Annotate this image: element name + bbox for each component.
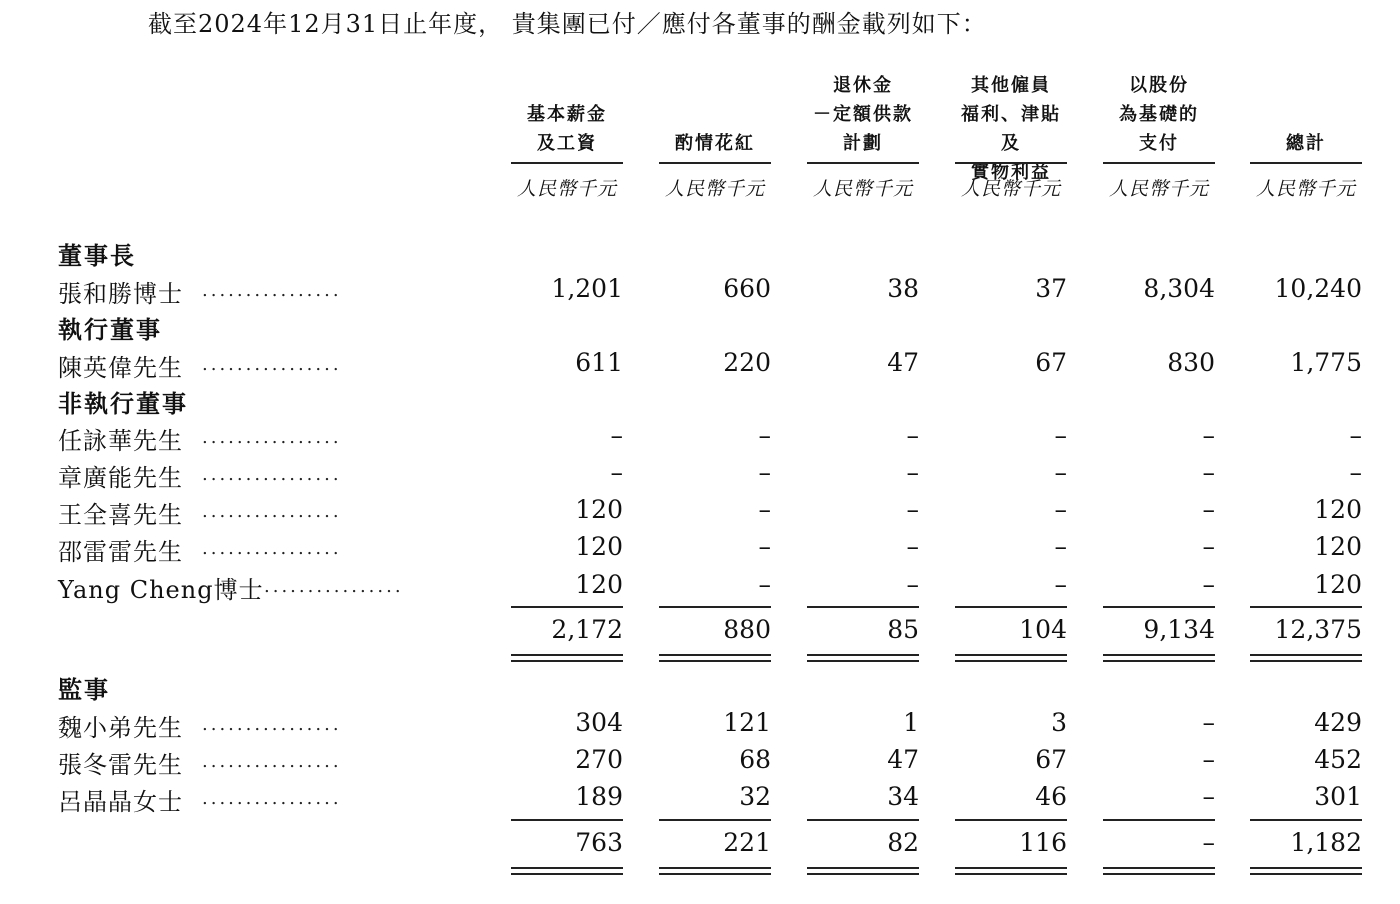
dot-leader: ................	[202, 354, 342, 375]
table-cell: –	[1349, 421, 1362, 450]
table-cell: –	[1202, 495, 1215, 524]
total-double-rule	[807, 654, 919, 662]
total-double-rule	[1250, 867, 1362, 875]
column-header-line: 及工資	[537, 133, 597, 154]
table-cell: 301	[1314, 782, 1362, 811]
table-cell: 830	[1167, 348, 1215, 377]
table-cell: 120	[575, 570, 623, 599]
subtotal-value: 12,375	[1274, 615, 1362, 644]
dot-leader: ................	[202, 538, 342, 559]
table-cell: 67	[1035, 745, 1067, 774]
director-name: 陳英偉先生	[58, 354, 183, 382]
dot-leader: ................	[202, 280, 342, 301]
column-header	[659, 129, 771, 158]
subtotal-rule	[955, 606, 1067, 608]
column-header-line: 退休金	[833, 75, 893, 96]
subtotal-rule	[1250, 606, 1362, 608]
table-cell: –	[1202, 532, 1215, 561]
column-header-line: 福利、津貼及	[961, 104, 1061, 154]
column-header-underline	[807, 162, 919, 164]
column-header-line: 支付	[1139, 133, 1179, 154]
subtotal-value: 104	[1019, 615, 1067, 644]
director-name: 張和勝博士	[58, 280, 183, 308]
subtotal-rule	[955, 819, 1067, 821]
subtotal-value: 116	[1019, 828, 1067, 857]
table-cell: 1,775	[1290, 348, 1362, 377]
table-cell: –	[1054, 532, 1067, 561]
subtotal-rule	[659, 819, 771, 821]
table-cell: 120	[575, 532, 623, 561]
director-name: 呂晶晶女士	[58, 788, 183, 816]
total-double-rule	[1103, 867, 1215, 875]
subtotal-value: 85	[887, 615, 919, 644]
subtotal-value: 1,182	[1290, 828, 1362, 857]
table-cell: 68	[739, 745, 771, 774]
table-cell: –	[758, 532, 771, 561]
table-cell: 270	[575, 745, 623, 774]
table-cell: –	[1202, 421, 1215, 450]
column-header-line: 基本薪金	[527, 104, 607, 125]
column-unit: 人民幣千元	[812, 178, 913, 200]
table-cell: 3	[1051, 708, 1067, 737]
total-double-rule	[659, 654, 771, 662]
table-cell: 120	[1314, 532, 1362, 561]
table-cell: 120	[1314, 570, 1362, 599]
table-cell: –	[610, 458, 623, 487]
section-heading: 董事長	[58, 242, 136, 270]
director-name: 章廣能先生	[58, 464, 183, 492]
column-unit: 人民幣千元	[960, 178, 1061, 200]
table-cell: 34	[887, 782, 919, 811]
total-double-rule	[955, 867, 1067, 875]
total-double-rule	[511, 867, 623, 875]
subtotal-value: 82	[887, 828, 919, 857]
table-cell: 120	[1314, 495, 1362, 524]
director-name: 魏小弟先生	[58, 714, 183, 742]
subtotal-rule	[511, 819, 623, 821]
column-header-line: 實物利益	[971, 162, 1051, 183]
total-double-rule	[955, 654, 1067, 662]
column-unit: 人民幣千元	[1255, 178, 1356, 200]
table-cell: –	[758, 458, 771, 487]
dot-leader: ................	[202, 427, 342, 448]
table-cell: 47	[887, 348, 919, 377]
director-name: 任詠華先生	[58, 427, 183, 455]
column-header-line: 總計	[1286, 133, 1326, 154]
table-cell: –	[906, 570, 919, 599]
subtotal-rule	[1103, 606, 1215, 608]
table-cell: –	[758, 421, 771, 450]
table-cell: 67	[1035, 348, 1067, 377]
table-cell: –	[1202, 458, 1215, 487]
subtotal-value: –	[1202, 828, 1215, 857]
column-header	[1250, 129, 1362, 158]
subtotal-rule	[511, 606, 623, 608]
column-header-underline	[1103, 162, 1215, 164]
table-cell: 121	[723, 708, 771, 737]
subtotal-value: 2,172	[551, 615, 623, 644]
dot-leader: ................	[202, 714, 342, 735]
column-header-underline	[511, 162, 623, 164]
table-cell: –	[1054, 458, 1067, 487]
column-header-line: 為基礎的	[1119, 104, 1199, 125]
column-header-underline	[1250, 162, 1362, 164]
dot-leader: ................	[202, 464, 342, 485]
table-cell: 46	[1035, 782, 1067, 811]
intro-text: 截至2024年12月31日止年度， 貴集團已付／應付各董事的酬金載列如下：	[148, 10, 987, 38]
director-name: 王全喜先生	[58, 501, 183, 529]
dot-leader: ................	[264, 576, 404, 597]
section-heading: 非執行董事	[58, 390, 188, 418]
table-cell: –	[1054, 570, 1067, 599]
column-unit: 人民幣千元	[516, 178, 617, 200]
table-cell: 429	[1314, 708, 1362, 737]
subtotal-rule	[1103, 819, 1215, 821]
column-header-underline	[659, 162, 771, 164]
director-name: 邵雷雷先生	[58, 538, 183, 566]
table-cell: 1,201	[551, 274, 623, 303]
column-header-line: 酌情花紅	[675, 133, 755, 154]
table-cell: 1	[903, 708, 919, 737]
column-header-line: 以股份	[1129, 75, 1189, 96]
table-cell: –	[906, 495, 919, 524]
section-heading: 監事	[58, 676, 110, 704]
table-cell: –	[906, 532, 919, 561]
table-cell: 452	[1314, 745, 1362, 774]
subtotal-value: 9,134	[1143, 615, 1215, 644]
table-cell: –	[1202, 782, 1215, 811]
table-cell: 660	[723, 274, 771, 303]
table-cell: 38	[887, 274, 919, 303]
subtotal-rule	[807, 819, 919, 821]
table-cell: 220	[723, 348, 771, 377]
table-cell: –	[1054, 421, 1067, 450]
column-header	[955, 71, 1067, 187]
dot-leader: ................	[202, 788, 342, 809]
director-name: Yang Cheng博士	[58, 576, 264, 604]
column-header	[807, 71, 919, 158]
subtotal-value: 763	[575, 828, 623, 857]
column-header-underline	[955, 162, 1067, 164]
table-cell: –	[1054, 495, 1067, 524]
dot-leader: ................	[202, 501, 342, 522]
column-unit: 人民幣千元	[1108, 178, 1209, 200]
table-cell: 37	[1035, 274, 1067, 303]
column-header-line: 計劃	[843, 133, 883, 154]
column-header-line: －定額供款	[813, 104, 913, 125]
table-cell: 10,240	[1274, 274, 1362, 303]
table-cell: 611	[575, 348, 623, 377]
total-double-rule	[1103, 654, 1215, 662]
column-unit: 人民幣千元	[664, 178, 765, 200]
director-name: 張冬雷先生	[58, 751, 183, 779]
table-cell: –	[906, 421, 919, 450]
subtotal-rule	[1250, 819, 1362, 821]
subtotal-value: 880	[723, 615, 771, 644]
table-cell: 8,304	[1143, 274, 1215, 303]
subtotal-value: 221	[723, 828, 771, 857]
subtotal-rule	[807, 606, 919, 608]
total-double-rule	[1250, 654, 1362, 662]
column-header	[511, 100, 623, 158]
table-cell: –	[906, 458, 919, 487]
section-heading: 執行董事	[58, 316, 162, 344]
total-double-rule	[659, 867, 771, 875]
table-cell: 120	[575, 495, 623, 524]
subtotal-rule	[659, 606, 771, 608]
table-cell: –	[1202, 745, 1215, 774]
total-double-rule	[807, 867, 919, 875]
table-cell: 189	[575, 782, 623, 811]
table-cell: –	[1202, 570, 1215, 599]
table-cell: –	[758, 495, 771, 524]
table-cell: –	[1349, 458, 1362, 487]
table-cell: 47	[887, 745, 919, 774]
table-cell: –	[610, 421, 623, 450]
total-double-rule	[511, 654, 623, 662]
table-cell: –	[1202, 708, 1215, 737]
column-header	[1103, 71, 1215, 158]
dot-leader: ................	[202, 751, 342, 772]
table-cell: 32	[739, 782, 771, 811]
table-cell: 304	[575, 708, 623, 737]
column-header-line: 其他僱員	[971, 75, 1051, 96]
table-cell: –	[758, 570, 771, 599]
